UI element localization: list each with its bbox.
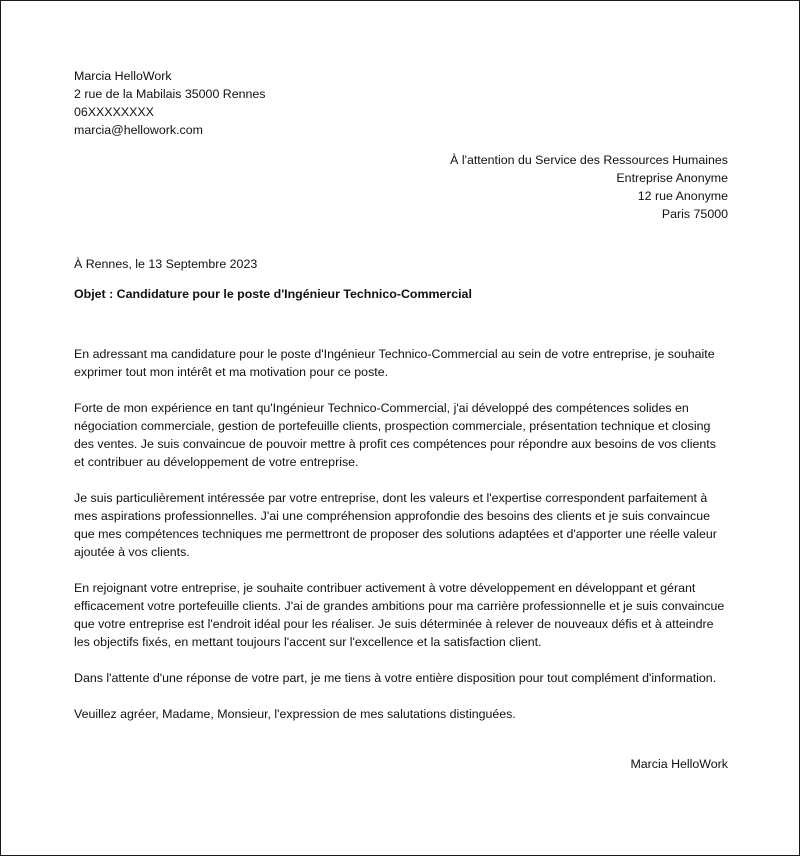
body-paragraph: En adressant ma candidature pour le poste d'Ingénieur Technico-Commercial au sein de votre entreprise, je souhaite exprimer tout mon intérêt et ma motivation pour ce poste. bbox=[74, 347, 715, 379]
letter-body bbox=[74, 345, 728, 723]
sender-name: Marcia HelloWork bbox=[74, 69, 172, 83]
closing-formula: Veuillez agréer, Madame, Monsieur, l'expression de mes salutations distinguées. bbox=[74, 707, 516, 721]
body-paragraph: Je suis particulièrement intéressée par votre entreprise, dont les valeurs et l'expertise correspondent parfaitement à mes aspirations professionnelles. J'ai une compréhension approfondie des besoins des clients et je suis convaincue que mes compétences techniques me permettront de proposer des solutions adaptées et d'apporter une réelle valeur ajoutée à vos clients. bbox=[74, 491, 717, 559]
letter-subject: Objet : Candidature pour le poste d'Ingénieur Technico-Commercial bbox=[74, 287, 472, 301]
recipient-city: Paris 75000 bbox=[661, 207, 728, 221]
body-paragraph: Forte de mon expérience en tant qu'Ingénieur Technico-Commercial, j'ai développé des compétences solides en négociation commerciale, gestion de portefeuille clients, prospection commerciale, présentation technique et closing des ventes. Je suis convaincue de pouvoir mettre à profit ces compétences pour répondre aux besoins de vos clients et contribuer au développement de votre entreprise. bbox=[74, 401, 716, 469]
body-paragraph: En rejoignant votre entreprise, je souhaite contribuer activement à votre développement en développant et gérant efficacement votre portefeuille clients. J'ai de grandes ambitions pour ma carrière professionnelle et je suis convaincue que votre entreprise est l'endroit idéal pour les réaliser. Je suis déterminée à relever de nouveaux défis et à atteindre les objectifs fixés, en mettant toujours l'accent sur l'excellence et la satisfaction client. bbox=[74, 581, 725, 649]
sender-email: marcia@hellowork.com bbox=[74, 123, 203, 137]
place-and-date: À Rennes, le 13 Septembre 2023 bbox=[74, 257, 258, 271]
recipient-street: 12 rue Anonyme bbox=[637, 189, 728, 203]
signature: Marcia HelloWork bbox=[630, 757, 728, 771]
sender-block bbox=[74, 67, 728, 139]
body-paragraph: Dans l'attente d'une réponse de votre part, je me tiens à votre entière disposition pour tout complément d'information. bbox=[74, 671, 717, 685]
recipient-attention: À l'attention du Service des Ressources Humaines bbox=[450, 153, 728, 167]
cover-letter bbox=[74, 67, 728, 773]
sender-address: 2 rue de la Mabilais 35000 Rennes bbox=[74, 87, 266, 101]
sender-phone: 06XXXXXXXX bbox=[74, 105, 154, 119]
recipient-block bbox=[74, 151, 728, 223]
recipient-company: Entreprise Anonyme bbox=[616, 171, 728, 185]
